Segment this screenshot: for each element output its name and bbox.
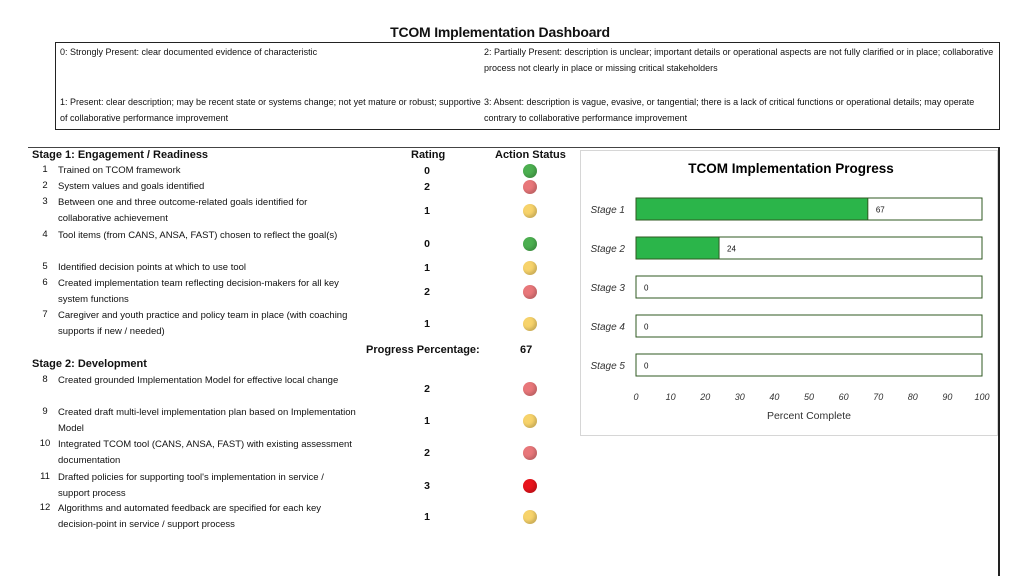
status-indicator-yellow: [523, 414, 537, 428]
chart-category-label: Stage 3: [590, 283, 625, 294]
chart-tick-label: 30: [734, 392, 745, 402]
row-description: Created implementation team reflecting decision-makers for all key system functions: [58, 278, 339, 305]
row-number: 2: [42, 180, 48, 191]
row-number: 8: [42, 374, 48, 385]
chart-tick-label: 100: [974, 392, 990, 402]
row-number: 1: [42, 164, 48, 175]
table-row: [0, 308, 575, 340]
row-rating: 0: [424, 165, 430, 177]
legend-absent: 3: Absent: description is vague, evasive, or tangential; there is a lack of critical functions or operational details; may operate contrary to collaborative performance improvement: [484, 97, 975, 123]
progress-percentage-value: 67: [520, 344, 533, 356]
row-description: Created grounded Implementation Model for effective local change: [58, 375, 339, 386]
row-description: Identified decision points at which to use tool: [58, 262, 247, 273]
chart-category-label: Stage 4: [590, 322, 625, 333]
row-number: 7: [42, 309, 48, 320]
status-indicator-pink: [523, 382, 537, 396]
chart-category-label: Stage 1: [590, 205, 625, 216]
status-indicator-pink: [523, 285, 537, 299]
table-row: [0, 470, 575, 502]
table-row: [0, 179, 575, 195]
row-rating: 2: [424, 447, 430, 459]
chart-data-label: 0: [644, 283, 649, 293]
chart-tick-label: 0: [633, 392, 639, 402]
chart-title: TCOM Implementation Progress: [688, 161, 894, 176]
row-number: 4: [42, 229, 48, 240]
row-number: 11: [40, 471, 50, 482]
stage2-heading: Stage 2: Development: [32, 358, 147, 370]
progress-chart-svg: [581, 151, 999, 437]
row-rating: 2: [424, 286, 430, 298]
status-indicator-yellow: [523, 317, 537, 331]
status-indicator-pink: [523, 446, 537, 460]
table-row: [0, 437, 575, 469]
row-description: Integrated TCOM tool (CANS, ANSA, FAST) with existing assessment documentation: [58, 439, 352, 466]
row-number: 3: [42, 196, 48, 207]
row-description: Between one and three outcome-related goals identified for collaborative achievement: [58, 197, 308, 224]
chart-data-label: 0: [644, 361, 649, 371]
chart-tick-label: 20: [700, 392, 711, 402]
chart-category-label: Stage 5: [590, 361, 625, 372]
chart-tick-label: 10: [665, 392, 676, 402]
status-indicator-yellow: [523, 204, 537, 218]
chart-bar-track: [636, 354, 982, 376]
table-row: [0, 373, 575, 405]
chart-tick-label: 40: [769, 392, 780, 402]
chart-bar: [636, 237, 719, 259]
row-description: Tool items (from CANS, ANSA, FAST) chosen to reflect the goal(s): [58, 230, 338, 241]
row-number: 6: [42, 277, 48, 288]
row-description: Drafted policies for supporting tool's implementation in service / support process: [58, 472, 324, 499]
chart-bar-track: [636, 276, 982, 298]
status-indicator-green: [523, 237, 537, 251]
table-row: [0, 260, 575, 276]
row-rating: 2: [424, 181, 430, 193]
legend-partially-present: 2: Partially Present: description is unclear; important details or operational aspects are not fully clarified or in place; collaborative process not clearly in place or missing critical stakeholders: [484, 47, 994, 73]
chart-tick-label: 70: [873, 392, 884, 402]
row-rating: 1: [424, 511, 430, 523]
row-rating: 0: [424, 238, 430, 250]
row-rating: 3: [424, 480, 430, 492]
table-row: [0, 195, 575, 227]
row-description: System values and goals identified: [58, 181, 205, 192]
dashboard-title: TCOM Implementation Dashboard: [390, 24, 610, 40]
row-number: 10: [39, 438, 51, 449]
chart-data-label: 67: [875, 205, 885, 215]
row-rating: 1: [424, 318, 430, 330]
table-row: [0, 163, 575, 179]
progress-chart: [580, 150, 998, 436]
row-rating: 1: [424, 205, 430, 217]
table-row: [0, 228, 575, 260]
chart-bar-track: [636, 315, 982, 337]
chart-tick-label: 80: [907, 392, 918, 402]
status-column-header: Action Status: [495, 149, 566, 161]
row-description: Algorithms and automated feedback are specified for each key decision-point in service / support process: [58, 503, 321, 530]
table-row: [0, 405, 575, 437]
status-indicator-pink: [523, 180, 537, 194]
row-description: Created draft multi-level implementation plan based on Implementation Model: [58, 407, 356, 434]
row-description: Caregiver and youth practice and policy team in place (with coaching supports if new / needed): [58, 310, 348, 337]
chart-tick-label: 50: [803, 392, 815, 402]
row-rating: 1: [424, 262, 430, 274]
status-indicator-yellow: [523, 261, 537, 275]
legend-present: 1: Present: clear description; may be recent state or systems change; not yet mature or robust; supportive of collaborative performance improvement: [60, 97, 481, 123]
stage1-heading: Stage 1: Engagement / Readiness: [32, 149, 209, 161]
chart-category-label: Stage 2: [590, 244, 625, 255]
status-indicator-red: [523, 479, 537, 493]
status-indicator-green: [523, 164, 537, 178]
row-number: 9: [42, 406, 48, 417]
chart-xlabel: Percent Complete: [766, 410, 852, 422]
table-row: [0, 501, 575, 533]
row-rating: 2: [424, 383, 430, 395]
row-rating: 1: [424, 415, 430, 427]
chart-tick-label: 90: [942, 392, 953, 402]
chart-bar: [636, 198, 868, 220]
row-description: Trained on TCOM framework: [58, 165, 181, 176]
row-number: 12: [39, 502, 51, 513]
chart-tick-label: 60: [838, 392, 849, 402]
legend-strongly-present: 0: Strongly Present: clear documented evidence of characteristic: [60, 47, 318, 57]
status-indicator-yellow: [523, 510, 537, 524]
row-number: 5: [42, 261, 48, 272]
table-row: [0, 276, 575, 308]
progress-percentage-label: Progress Percentage:: [366, 344, 480, 356]
chart-data-label: 24: [727, 244, 736, 254]
rating-column-header: Rating: [411, 149, 446, 161]
chart-data-label: 0: [644, 322, 649, 332]
